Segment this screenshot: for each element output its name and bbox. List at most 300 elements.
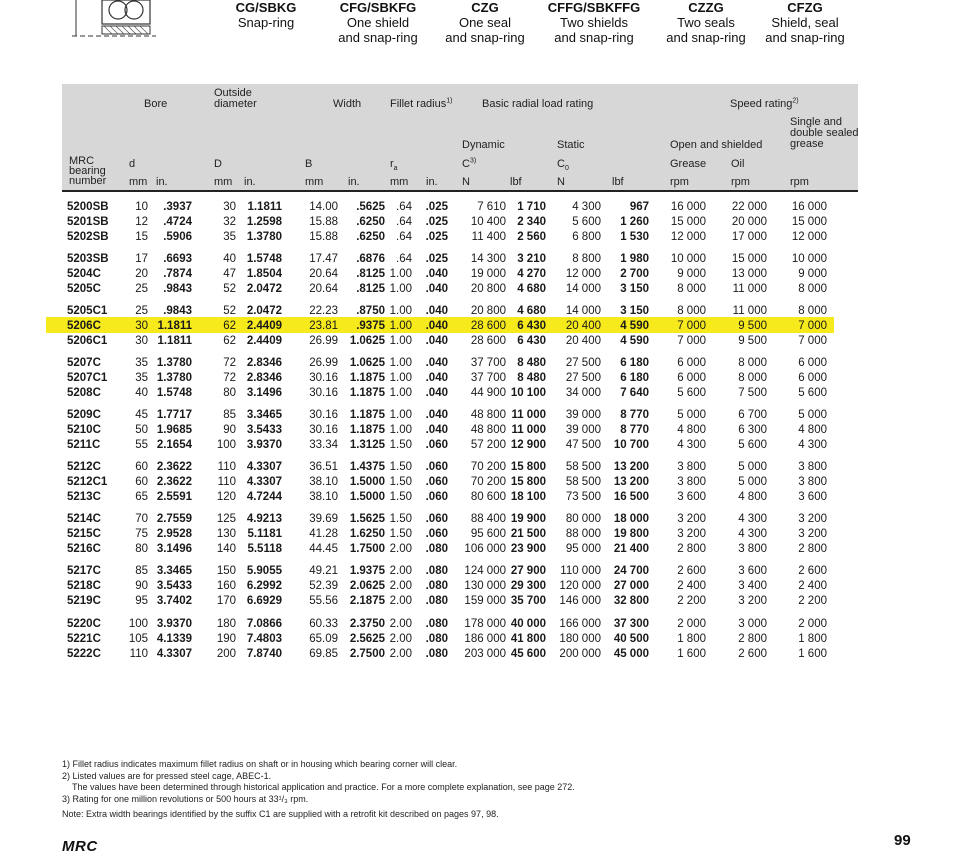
table-cell: .6250 <box>356 231 385 243</box>
table-cell: 1 800 <box>798 633 827 645</box>
type-head-cg <box>224 0 308 30</box>
table-cell: 1.50 <box>389 476 412 488</box>
table-cell: 3 600 <box>798 491 827 503</box>
table-cell: 178 000 <box>464 618 506 630</box>
table-cell: 10 <box>135 201 148 213</box>
table-cell: 6 000 <box>798 372 827 384</box>
type-head-czzg <box>660 0 752 45</box>
table-cell: 5 000 <box>798 409 827 421</box>
table-cell: 8 800 <box>572 253 601 265</box>
table-cell: .6693 <box>163 253 192 265</box>
table-cell: 6 300 <box>738 424 767 436</box>
table-cell: 3 800 <box>738 543 767 555</box>
table-cell: 1.50 <box>389 491 412 503</box>
table-cell: 23 900 <box>510 543 546 555</box>
symbol-r <box>390 158 398 173</box>
table-cell: 1 530 <box>620 231 649 243</box>
table-cell: 12 000 <box>565 268 601 280</box>
table-cell: 8 000 <box>677 305 706 317</box>
table-cell: 1.9375 <box>349 565 385 577</box>
bearing-number: 5218C <box>67 580 101 592</box>
table-cell: 4.3307 <box>246 461 282 473</box>
table-cell: 16 000 <box>791 201 827 213</box>
table-cell: 95 600 <box>470 528 506 540</box>
table-cell: 2.4409 <box>246 335 282 347</box>
table-cell: 10 000 <box>791 253 827 265</box>
table-cell: 2 200 <box>798 595 827 607</box>
table-cell: 49.21 <box>309 565 338 577</box>
table-cell: .060 <box>425 528 448 540</box>
table-cell: .040 <box>425 283 448 295</box>
table-cell: 11 000 <box>511 424 546 436</box>
table-cell: 9 500 <box>738 335 767 347</box>
table-cell: 70 200 <box>470 476 506 488</box>
table-cell: .080 <box>425 648 448 660</box>
type-code: CFFG/SBKFFG <box>547 0 641 15</box>
table-cell: 19 900 <box>510 513 546 525</box>
table-cell: 4 300 <box>738 513 767 525</box>
table-cell: 4 270 <box>517 268 546 280</box>
table-cell: 1.1811 <box>157 320 192 332</box>
unit-lbf: lbf <box>510 176 522 188</box>
table-cell: 1.5748 <box>156 387 192 399</box>
footnote-ref: 1) <box>446 97 453 105</box>
table-cell: 5 600 <box>677 387 706 399</box>
table-cell: 2.8346 <box>246 357 282 369</box>
table-cell: 1.1875 <box>349 387 385 399</box>
bearing-cross-section-icon <box>68 0 158 42</box>
table-cell: 48 800 <box>470 409 506 421</box>
table-cell: 11 000 <box>511 409 546 421</box>
bearing-number: 5212C <box>67 461 101 473</box>
bearing-number: 5209C <box>67 409 101 421</box>
table-cell: 15 800 <box>510 461 546 473</box>
table-cell: 15 000 <box>670 216 706 228</box>
table-cell: 1.1875 <box>349 409 385 421</box>
table-cell: 8 770 <box>620 409 649 421</box>
bearing-number: 5211C <box>67 439 101 451</box>
table-cell: 3 200 <box>738 595 767 607</box>
table-cell: 72 <box>223 372 236 384</box>
table-cell: 1.50 <box>389 528 412 540</box>
table-cell: 3.9370 <box>246 439 282 451</box>
bearing-number: 5217C <box>67 565 101 577</box>
table-cell: 3 800 <box>677 476 706 488</box>
table-cell: 90 <box>135 580 148 592</box>
table-cell: 80 000 <box>565 513 601 525</box>
table-cell: 1.00 <box>389 357 412 369</box>
table-cell: 7 000 <box>677 320 706 332</box>
table-cell: 36.51 <box>309 461 338 473</box>
header-open-shielded: Open and shielded <box>670 139 763 151</box>
table-cell: 88 000 <box>565 528 601 540</box>
type-desc: Shield, seal <box>771 15 839 30</box>
header-outside-diameter-2: diameter <box>214 98 257 110</box>
bearing-number: 5206C <box>67 320 101 332</box>
table-cell: 4 680 <box>517 305 546 317</box>
table-cell: 1.2598 <box>246 216 282 228</box>
table-cell: 12 000 <box>670 231 706 243</box>
table-cell: 20.64 <box>309 268 338 280</box>
unit-N: N <box>462 176 470 188</box>
table-cell: 17 <box>135 253 148 265</box>
table-cell: 14.00 <box>309 201 338 213</box>
table-cell: 1.7500 <box>349 543 385 555</box>
table-cell: 15 000 <box>791 216 827 228</box>
table-cell: 37 700 <box>470 357 506 369</box>
table-cell: 4 800 <box>677 424 706 436</box>
header-outside-diameter-1: Outside <box>214 87 252 99</box>
table-cell: 2.9528 <box>156 528 192 540</box>
table-cell: 3 200 <box>798 513 827 525</box>
table-cell: 2.3622 <box>156 476 192 488</box>
unit-rpm: rpm <box>790 176 809 188</box>
table-cell: 3.3465 <box>246 409 282 421</box>
table-cell: 9 500 <box>738 320 767 332</box>
table-cell: .060 <box>425 476 448 488</box>
table-cell: .4724 <box>163 216 192 228</box>
table-cell: 3.7402 <box>156 595 192 607</box>
table-cell: 9 000 <box>677 268 706 280</box>
table-cell: 20 000 <box>731 216 767 228</box>
table-cell: 41.28 <box>309 528 338 540</box>
table-cell: .080 <box>425 565 448 577</box>
table-cell: 23.81 <box>309 320 338 332</box>
table-cell: 27 000 <box>613 580 649 592</box>
table-cell: 60 <box>135 461 148 473</box>
unit-lbf: lbf <box>612 176 624 188</box>
table-cell: 41 800 <box>510 633 546 645</box>
table-cell: .9843 <box>163 283 192 295</box>
table-cell: 13 200 <box>613 476 649 488</box>
table-cell: 3.1496 <box>156 543 192 555</box>
table-cell: .080 <box>425 633 448 645</box>
table-cell: 105 <box>128 633 148 645</box>
table-cell: .5906 <box>163 231 192 243</box>
symbol-B: B <box>305 158 313 170</box>
table-cell: 3 800 <box>677 461 706 473</box>
table-cell: 4.7244 <box>246 491 282 503</box>
footnote-note: Note: Extra width bearings identified by the suffix C1 are supplied with a retrofit kit described on pages 97, 98. <box>62 809 499 819</box>
table-cell: 70 200 <box>470 461 506 473</box>
unit-rpm: rpm <box>731 176 750 188</box>
table-cell: 47 500 <box>565 439 601 451</box>
symbol-C <box>462 159 476 170</box>
table-cell: 4 300 <box>798 439 827 451</box>
table-cell: 30.16 <box>309 372 338 384</box>
page-number: 99 <box>894 832 911 849</box>
table-cell: .040 <box>425 320 448 332</box>
table-cell: 4.3307 <box>246 476 282 488</box>
table-cell: 15 000 <box>731 253 767 265</box>
symbol-c0-sub: 0 <box>564 165 569 173</box>
bearing-number: 5205C1 <box>67 305 108 317</box>
table-cell: 1 600 <box>677 648 706 660</box>
table-cell: 2 000 <box>798 618 827 630</box>
table-cell: 200 000 <box>559 648 601 660</box>
table-cell: 6 000 <box>798 357 827 369</box>
table-cell: 40 000 <box>510 618 546 630</box>
table-cell: 5 600 <box>738 439 767 451</box>
header-mrc-1: MRC <box>69 155 95 167</box>
table-cell: 1.3780 <box>156 357 192 369</box>
table-cell: 73 500 <box>565 491 601 503</box>
table-cell: 1.50 <box>389 461 412 473</box>
table-cell: 57 200 <box>470 439 506 451</box>
table-cell: 8 000 <box>738 372 767 384</box>
table-cell: 19 000 <box>470 268 506 280</box>
table-cell: 2 600 <box>677 565 706 577</box>
table-cell: 3 210 <box>517 253 546 265</box>
table-cell: 1.0625 <box>349 335 385 347</box>
table-cell: 5 000 <box>738 476 767 488</box>
table-cell: 30 <box>223 201 236 213</box>
header-sealed-2: double sealed <box>790 127 859 139</box>
table-cell: 7.4803 <box>246 633 282 645</box>
table-cell: 6 430 <box>517 335 546 347</box>
table-cell: 3.9370 <box>156 618 192 630</box>
bearing-number: 5215C <box>67 528 101 540</box>
table-cell: 1.00 <box>389 409 412 421</box>
table-cell: 3 000 <box>738 618 767 630</box>
table-cell: .025 <box>425 253 448 265</box>
table-cell: 8 480 <box>517 372 546 384</box>
table-cell: 124 000 <box>464 565 506 577</box>
table-cell: 2.8346 <box>246 372 282 384</box>
table-cell: 40 500 <box>613 633 649 645</box>
table-cell: 967 <box>629 201 649 213</box>
unit-rpm: rpm <box>670 176 689 188</box>
table-cell: 100 <box>128 618 148 630</box>
mrc-logo: MRC <box>62 838 98 855</box>
table-cell: 1 710 <box>517 201 546 213</box>
table-cell: .060 <box>425 461 448 473</box>
header-static: Static <box>557 139 585 151</box>
table-cell: 90 <box>223 424 236 436</box>
table-cell: 2 340 <box>517 216 546 228</box>
table-cell: 25 <box>135 283 148 295</box>
table-cell: 80 <box>223 387 236 399</box>
table-cell: 80 <box>135 543 148 555</box>
table-cell: 58 500 <box>565 461 601 473</box>
table-cell: 2 400 <box>798 580 827 592</box>
bearing-number: 5221C <box>67 633 101 645</box>
table-cell: 180 000 <box>559 633 601 645</box>
table-cell: 1.00 <box>389 372 412 384</box>
header-fillet-radius <box>390 99 452 110</box>
table-cell: 4.9213 <box>246 513 282 525</box>
table-cell: 32 800 <box>613 595 649 607</box>
table-cell: 7.8740 <box>246 648 282 660</box>
symbol-r-letter: r <box>390 158 394 170</box>
table-cell: 26.99 <box>309 357 338 369</box>
unit-mm: mm <box>390 176 409 188</box>
table-cell: 30.16 <box>309 424 338 436</box>
table-cell: 18 100 <box>510 491 546 503</box>
table-cell: 2.0472 <box>246 283 282 295</box>
table-cell: 7 000 <box>798 335 827 347</box>
type-code: CFG/SBKFG <box>339 0 417 15</box>
bearing-number: 5219C <box>67 595 101 607</box>
header-dynamic: Dynamic <box>462 139 505 151</box>
table-cell: 6 000 <box>677 357 706 369</box>
table-cell: 20 800 <box>470 283 506 295</box>
bearing-number: 5222C <box>67 648 101 660</box>
type-desc: and snap-ring <box>554 30 634 45</box>
speed-rating-label: Speed rating <box>730 98 793 110</box>
table-cell: .040 <box>425 387 448 399</box>
table-cell: 6 800 <box>572 231 601 243</box>
table-cell: 30 <box>135 320 148 332</box>
table-cell: 55 <box>135 439 148 451</box>
table-cell: .040 <box>425 305 448 317</box>
table-cell: 30.16 <box>309 387 338 399</box>
table-cell: 1.8504 <box>246 268 282 280</box>
fillet-radius-label: Fillet radius <box>390 98 447 110</box>
table-cell: 9 000 <box>798 268 827 280</box>
table-cell: 4 800 <box>738 491 767 503</box>
table-cell: 8 480 <box>517 357 546 369</box>
table-cell: 190 <box>216 633 236 645</box>
table-cell: .8125 <box>356 268 385 280</box>
table-cell: 180 <box>216 618 236 630</box>
table-cell: 6.2992 <box>246 580 282 592</box>
bearing-number: 5212C1 <box>67 476 108 488</box>
table-cell: 37 700 <box>470 372 506 384</box>
table-cell: 1.7717 <box>156 409 192 421</box>
table-cell: 130 000 <box>464 580 506 592</box>
bearing-number: 5207C1 <box>67 372 108 384</box>
table-cell: .040 <box>425 335 448 347</box>
table-cell: 58 500 <box>565 476 601 488</box>
unit-in: in. <box>426 176 438 188</box>
table-cell: 186 000 <box>464 633 506 645</box>
footnote-1: 1) Fillet radius indicates maximum fillet radius on shaft or in housing which bearing corner will clear. <box>62 759 458 769</box>
table-cell: 27 900 <box>510 565 546 577</box>
footnote-3: 3) Rating for one million revolutions or 500 hours at 33¹/₃ rpm. <box>62 793 309 804</box>
table-cell: 13 000 <box>731 268 767 280</box>
table-cell: 2 700 <box>620 268 649 280</box>
table-cell: 1.3125 <box>349 439 385 451</box>
table-cell: 5.1181 <box>247 528 282 540</box>
table-cell: 2.1654 <box>156 439 192 451</box>
table-cell: .64 <box>396 231 412 243</box>
bearing-number: 5214C <box>67 513 101 525</box>
table-cell: 120 000 <box>559 580 601 592</box>
table-cell: 22.23 <box>309 305 338 317</box>
table-cell: 15 800 <box>510 476 546 488</box>
table-cell: 21 400 <box>613 543 649 555</box>
table-cell: 8 770 <box>620 424 649 436</box>
table-cell: 2.00 <box>389 543 412 555</box>
unit-in: in. <box>244 176 256 188</box>
table-cell: 1.4375 <box>349 461 385 473</box>
table-cell: 22 000 <box>731 201 767 213</box>
type-desc: and snap-ring <box>445 30 525 45</box>
table-cell: 11 400 <box>471 231 506 243</box>
table-cell: 15.88 <box>309 216 338 228</box>
type-head-cfzg <box>760 0 850 45</box>
table-cell: 2.00 <box>389 595 412 607</box>
table-cell: 1.00 <box>389 305 412 317</box>
symbol-C0 <box>557 158 569 173</box>
table-cell: .060 <box>425 491 448 503</box>
table-cell: .040 <box>425 268 448 280</box>
table-cell: .8750 <box>356 305 385 317</box>
table-cell: 1.0625 <box>349 357 385 369</box>
table-cell: 2 800 <box>677 543 706 555</box>
table-cell: 1.00 <box>389 387 412 399</box>
bearing-number: 5200SB <box>67 201 109 213</box>
footnote-ref: 3) <box>469 157 477 165</box>
table-cell: 1.00 <box>389 424 412 436</box>
table-cell: 44 900 <box>470 387 506 399</box>
table-cell: 2 200 <box>677 595 706 607</box>
table-cell: 21 500 <box>510 528 546 540</box>
type-code: CZG <box>471 0 499 15</box>
table-cell: 38.10 <box>309 476 338 488</box>
footnote-2-detail: The values have been determined through historical application and practice. For a more complete explanation, see page 272. <box>72 782 575 792</box>
symbol-D: D <box>214 158 222 170</box>
type-desc: and snap-ring <box>338 30 418 45</box>
table-cell: 70 <box>135 513 148 525</box>
table-cell: 2 560 <box>517 231 546 243</box>
table-cell: 17 000 <box>731 231 767 243</box>
table-cell: 6.6929 <box>246 595 282 607</box>
type-desc: One seal <box>458 15 512 30</box>
table-cell: .9843 <box>163 305 192 317</box>
table-cell: 20 800 <box>470 305 506 317</box>
table-cell: 2.7559 <box>156 513 192 525</box>
table-cell: .080 <box>425 595 448 607</box>
table-cell: 2.00 <box>389 618 412 630</box>
table-cell: 4 300 <box>738 528 767 540</box>
table-cell: 19 800 <box>613 528 649 540</box>
table-cell: 8 000 <box>798 305 827 317</box>
table-cell: 1.1811 <box>247 201 282 213</box>
table-cell: 12 000 <box>791 231 827 243</box>
table-cell: 3 600 <box>738 565 767 577</box>
table-cell: 39 000 <box>565 424 601 436</box>
type-head-czg <box>440 0 530 45</box>
table-cell: 16 000 <box>670 201 706 213</box>
table-cell: 12 900 <box>510 439 546 451</box>
table-cell: 60 <box>135 476 148 488</box>
footnote-2: 2) Listed values are for pressed steel cage, ABEC-1. <box>62 770 272 781</box>
type-desc: Snap-ring <box>237 15 295 30</box>
unit-mm: mm <box>129 176 148 188</box>
table-cell: 28 600 <box>470 335 506 347</box>
table-cell: .5625 <box>356 201 385 213</box>
table-cell: 10 400 <box>470 216 506 228</box>
table-cell: 5 600 <box>798 387 827 399</box>
table-cell: 120 <box>216 491 236 503</box>
table-cell: 140 <box>216 543 236 555</box>
table-cell: 35 700 <box>510 595 546 607</box>
table-cell: 45 600 <box>510 648 546 660</box>
table-cell: .3937 <box>163 201 192 213</box>
table-cell: 2 600 <box>738 648 767 660</box>
table-cell: 3.1496 <box>246 387 282 399</box>
table-cell: 15.88 <box>309 231 338 243</box>
table-cell: 80 600 <box>470 491 506 503</box>
table-cell: 1.3780 <box>246 231 282 243</box>
table-cell: 160 <box>216 580 236 592</box>
table-cell: 3 800 <box>798 476 827 488</box>
table-cell: 150 <box>216 565 236 577</box>
table-cell: 166 000 <box>559 618 601 630</box>
table-cell: 35 <box>135 372 148 384</box>
